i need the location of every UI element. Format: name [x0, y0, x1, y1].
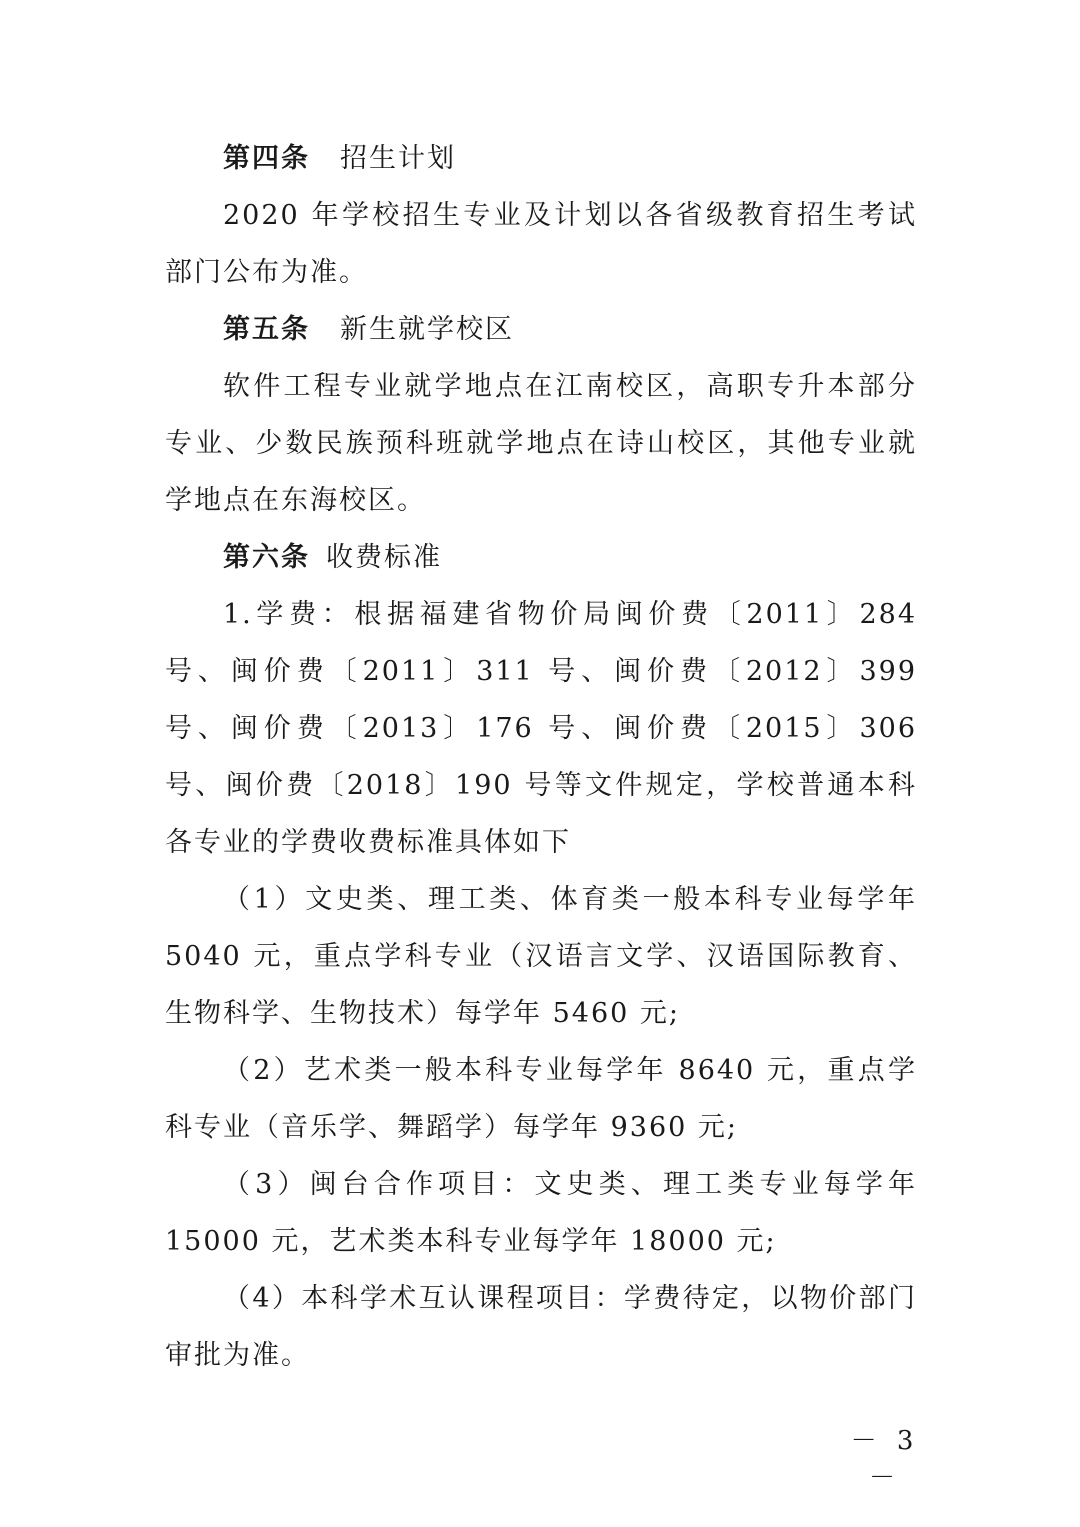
article-5-heading [165, 301, 917, 358]
article-5-body: 软件工程专业就学地点在江南校区，高职专升本部分专业、少数民族预科班就学地点在诗山校区，其他专业就学地点在东海校区。 [165, 371, 917, 516]
article-4-label: 第四条 [223, 143, 310, 174]
article-6-label: 第六条 [223, 542, 310, 573]
tuition-item-3: （3）闽台合作项目：文史类、理工类专业每学年 15000 元，艺术类本科专业每学年 18000 元; [165, 1169, 917, 1257]
article-4-heading [165, 130, 917, 187]
article-4-body: 2020 年学校招生专业及计划以各省级教育招生考试部门公布为准。 [165, 200, 917, 288]
page-number: － 3 － [850, 1426, 920, 1493]
article-6-heading [165, 529, 917, 586]
article-5-label: 第五条 [223, 314, 310, 345]
article-5-title: 新生就学校区 [340, 314, 514, 345]
article-4-title: 招生计划 [340, 143, 456, 174]
tuition-item-2: （2）艺术类一般本科专业每学年 8640 元，重点学科专业（音乐学、舞蹈学）每学年 9360 元; [165, 1055, 917, 1143]
tuition-item-1: （1）文史类、理工类、体育类一般本科专业每学年 5040 元，重点学科专业（汉语言文学、汉语国际教育、生物科学、生物技术）每学年 5460 元; [165, 884, 917, 1029]
tuition-intro: 1.学费：根据福建省物价局闽价费〔2011〕284 号、闽价费〔2011〕311 号、闽价费〔2012〕399 号、闽价费〔2013〕176 号、闽价费〔2015〕306 号、闽价费〔2018〕190 号等文件规定，学校普通本科各专业的学费收费标准具体如下 [165, 599, 917, 858]
article-6-title: 收费标准 [326, 542, 442, 573]
document-page [165, 130, 917, 1384]
tuition-item-4: （4）本科学术互认课程项目：学费待定，以物价部门审批为准。 [165, 1283, 917, 1371]
